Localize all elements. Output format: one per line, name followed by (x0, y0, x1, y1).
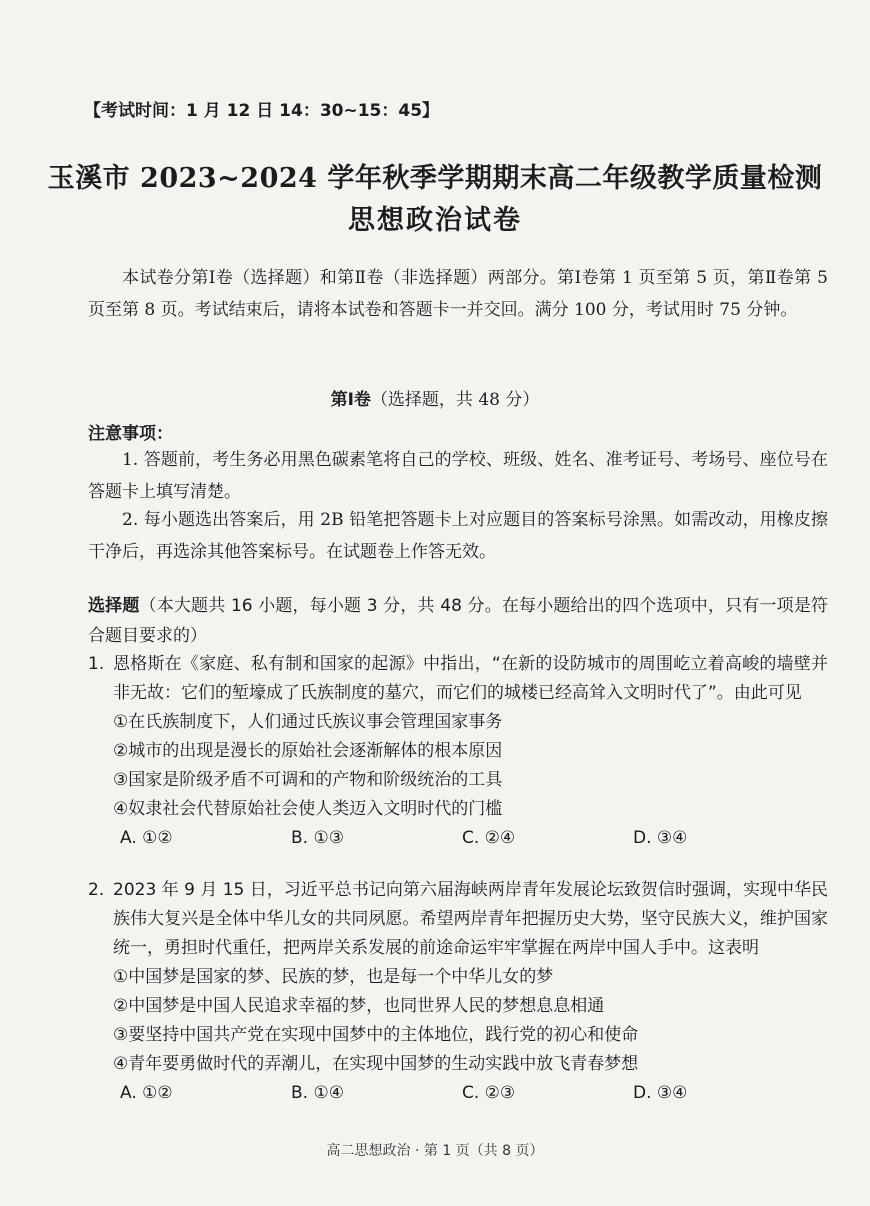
statement-option: ①中国梦是国家的梦、民族的梦，也是每一个中华儿女的梦 (113, 967, 554, 987)
page-title: 玉溪市 2023~2024 学年秋季学期期末高二年级教学质量检测 (47, 163, 823, 194)
question-stem: 恩格斯在《家庭、私有制和国家的起源》中指出，“在新的设防城市的周围屹立着高峻的墙壁并非无故：它们的堑壕成了氏族制度的墓穴，而它们的城楼已经高耸入文明时代了”。由此可见 (113, 654, 828, 703)
question-1 (88, 650, 828, 853)
choice-c: C. ②③ (462, 1083, 516, 1103)
exam-time: 【考试时间：1 月 12 日 14：30~15：45】 (84, 101, 440, 121)
page-subtitle: 思想政治试卷 (348, 205, 522, 236)
notice-title: 注意事项： (88, 424, 173, 444)
statement-option: ③要坚持中国共产党在实现中国梦中的主体地位，践行党的初心和使命 (113, 1025, 639, 1045)
statement-option: ③国家是阶级矛盾不可调和的产物和阶级统治的工具 (113, 770, 503, 790)
choice-d: D. ③④ (633, 828, 688, 848)
question-number: 2. (88, 880, 105, 900)
question-stem: 2023 年 9 月 15 日，习近平总书记向第六届海峡两岸青年发展论坛致贺信时强调，实现中华民族伟大复兴是全体中华儿女的共同夙愿。希望两岸青年把握历史大势，坚守民族大义，维护国家统一，勇担时代重任，把两岸关系发展的前途命运牢牢掌握在两岸中国人手中。这表明 (113, 880, 828, 958)
section-instructions (88, 591, 828, 651)
notice-item: 1. 答题前，考生务必用黑色碳素笔将自己的学校、班级、姓名、准考证号、考场号、座位号在答题卡上填写清楚。 (88, 450, 828, 502)
question-2 (88, 876, 828, 1108)
answer-choices (120, 824, 828, 853)
choice-a: A. ①② (120, 828, 173, 848)
choice-a: A. ①② (120, 1083, 173, 1103)
page-footer: 高二思想政治 · 第 1 页（共 8 页） (326, 1143, 544, 1159)
statement-option: ④奴隶社会代替原始社会使人类迈入文明时代的门槛 (113, 799, 503, 819)
answer-choices (120, 1079, 828, 1108)
statement-option: ④青年要勇做时代的弄潮儿，在实现中国梦的生动实践中放飞青春梦想 (113, 1054, 639, 1074)
section-desc: （本大题共 16 小题，每小题 3 分，共 48 分。在每小题给出的四个选项中，只有一项是符合题目要求的） (88, 596, 828, 646)
volume-heading (0, 385, 870, 410)
volume-label: 第Ⅰ卷 (330, 390, 371, 410)
choice-b: B. ①④ (291, 1083, 344, 1103)
statement-option: ②中国梦是中国人民追求幸福的梦，也同世界人民的梦想息息相通 (113, 996, 605, 1016)
statement-option: ②城市的出现是漫长的原始社会逐渐解体的根本原因 (113, 741, 503, 761)
choice-b: B. ①③ (291, 828, 344, 848)
section-label: 选择题 (88, 596, 140, 616)
notice-item: 2. 每小题选出答案后，用 2B 铅笔把答题卡上对应题目的答案标号涂黑。如需改动，用橡皮擦干净后，再选涂其他答案标号。在试题卷上作答无效。 (88, 510, 828, 562)
question-number: 1. (88, 654, 105, 674)
intro-paragraph: 本试卷分第Ⅰ卷（选择题）和第Ⅱ卷（非选择题）两部分。第Ⅰ卷第 1 页至第 5 页，第Ⅱ卷第 5 页至第 8 页。考试结束后，请将本试卷和答题卡一并交回。满分 100 分，考试用时 75 分钟。 (88, 268, 828, 320)
choice-c: C. ②④ (462, 828, 516, 848)
volume-desc: （选择题，共 48 分） (370, 390, 540, 410)
choice-d: D. ③④ (633, 1083, 688, 1103)
statement-option: ①在氏族制度下，人们通过氏族议事会管理国家事务 (113, 712, 503, 732)
